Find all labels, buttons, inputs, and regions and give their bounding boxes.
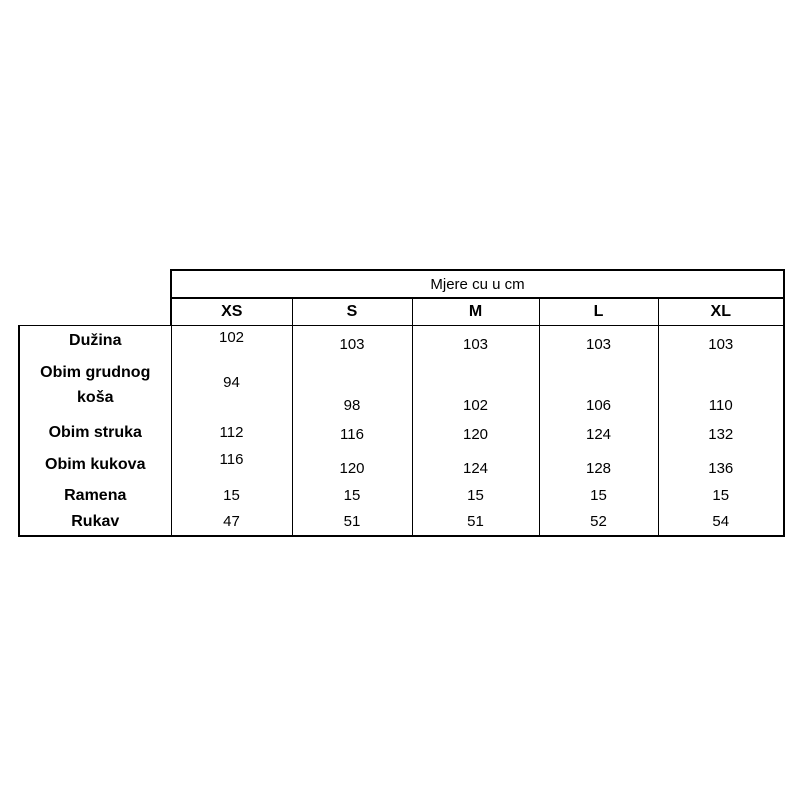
table-title: Mjere cu u cm [171,270,784,298]
cell-value: 112 [171,418,292,448]
row-label: Obim grudnog koša [19,356,171,418]
size-header-l: L [539,298,658,326]
cell-value: 120 [412,418,539,448]
cell-value: 15 [539,482,658,509]
cell-value: 15 [171,482,292,509]
size-header-xs: XS [171,298,292,326]
table-row [19,326,784,356]
corner-blank [19,298,171,326]
table-row [19,418,784,448]
table-row [19,509,784,536]
table-row [19,356,784,418]
size-header-xl: XL [658,298,784,326]
cell-value: 124 [412,448,539,482]
cell-value: 103 [292,326,412,356]
cell-value: 116 [171,448,292,482]
corner-blank [19,270,171,298]
size-chart-table [18,269,785,537]
cell-value: 51 [292,509,412,536]
cell-value: 52 [539,509,658,536]
cell-value: 94 [171,356,292,418]
title-row [19,270,784,298]
row-label: Dužina [19,326,171,356]
cell-value: 47 [171,509,292,536]
cell-value: 51 [412,509,539,536]
row-label: Obim kukova [19,448,171,482]
cell-value: 110 [658,356,784,418]
cell-value: 116 [292,418,412,448]
cell-value: 128 [539,448,658,482]
cell-value: 103 [658,326,784,356]
row-label: Ramena [19,482,171,509]
table-row [19,482,784,509]
cell-value: 102 [171,326,292,356]
cell-value: 54 [658,509,784,536]
cell-value: 103 [539,326,658,356]
cell-value: 15 [292,482,412,509]
row-label: Obim struka [19,418,171,448]
size-header-row [19,298,784,326]
size-header-m: M [412,298,539,326]
cell-value: 102 [412,356,539,418]
cell-value: 136 [658,448,784,482]
table-row [19,448,784,482]
cell-value: 106 [539,356,658,418]
cell-value: 120 [292,448,412,482]
cell-value: 15 [412,482,539,509]
cell-value: 15 [658,482,784,509]
row-label: Rukav [19,509,171,536]
cell-value: 124 [539,418,658,448]
size-header-s: S [292,298,412,326]
cell-value: 103 [412,326,539,356]
cell-value: 98 [292,356,412,418]
cell-value: 132 [658,418,784,448]
